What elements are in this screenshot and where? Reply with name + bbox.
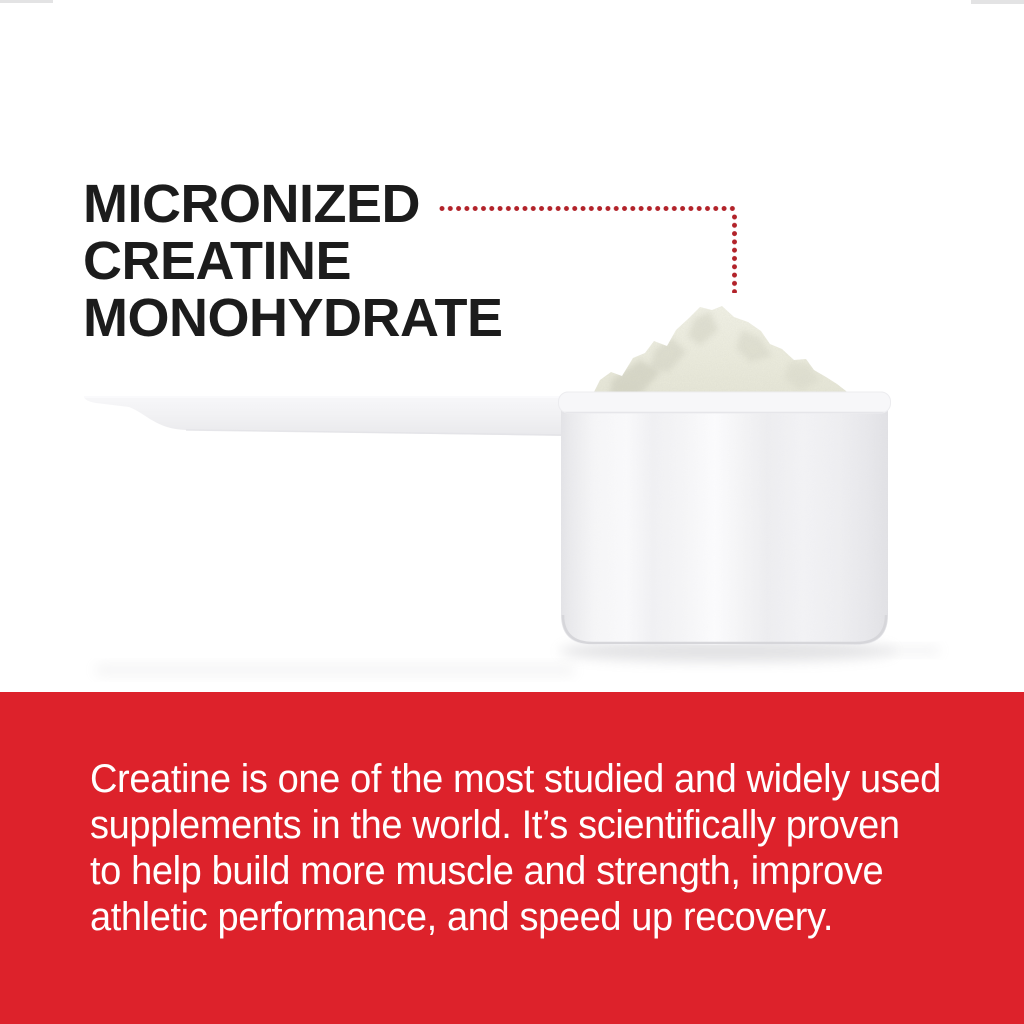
scoop-handle [84, 397, 562, 436]
info-paragraph [90, 756, 941, 940]
headline-line-1: MICRONIZED [83, 174, 420, 234]
info-line-3: to help build more muscle and strength, improve [90, 849, 884, 893]
headline-line-3: MONOHYDRATE [83, 288, 503, 348]
cup-rim [559, 392, 891, 413]
info-line-2: supplements in the world. It’s scientifically proven [90, 803, 900, 847]
info-line-4: athletic performance, and speed up recovery. [90, 895, 834, 939]
handle-shadow [95, 664, 575, 676]
powder-mound [585, 300, 860, 405]
shadow-right [885, 646, 940, 655]
headline-line-2: CREATINE [83, 231, 352, 291]
scoop-cup [559, 392, 892, 648]
info-line-1: Creatine is one of the most studied and widely used [90, 757, 941, 801]
